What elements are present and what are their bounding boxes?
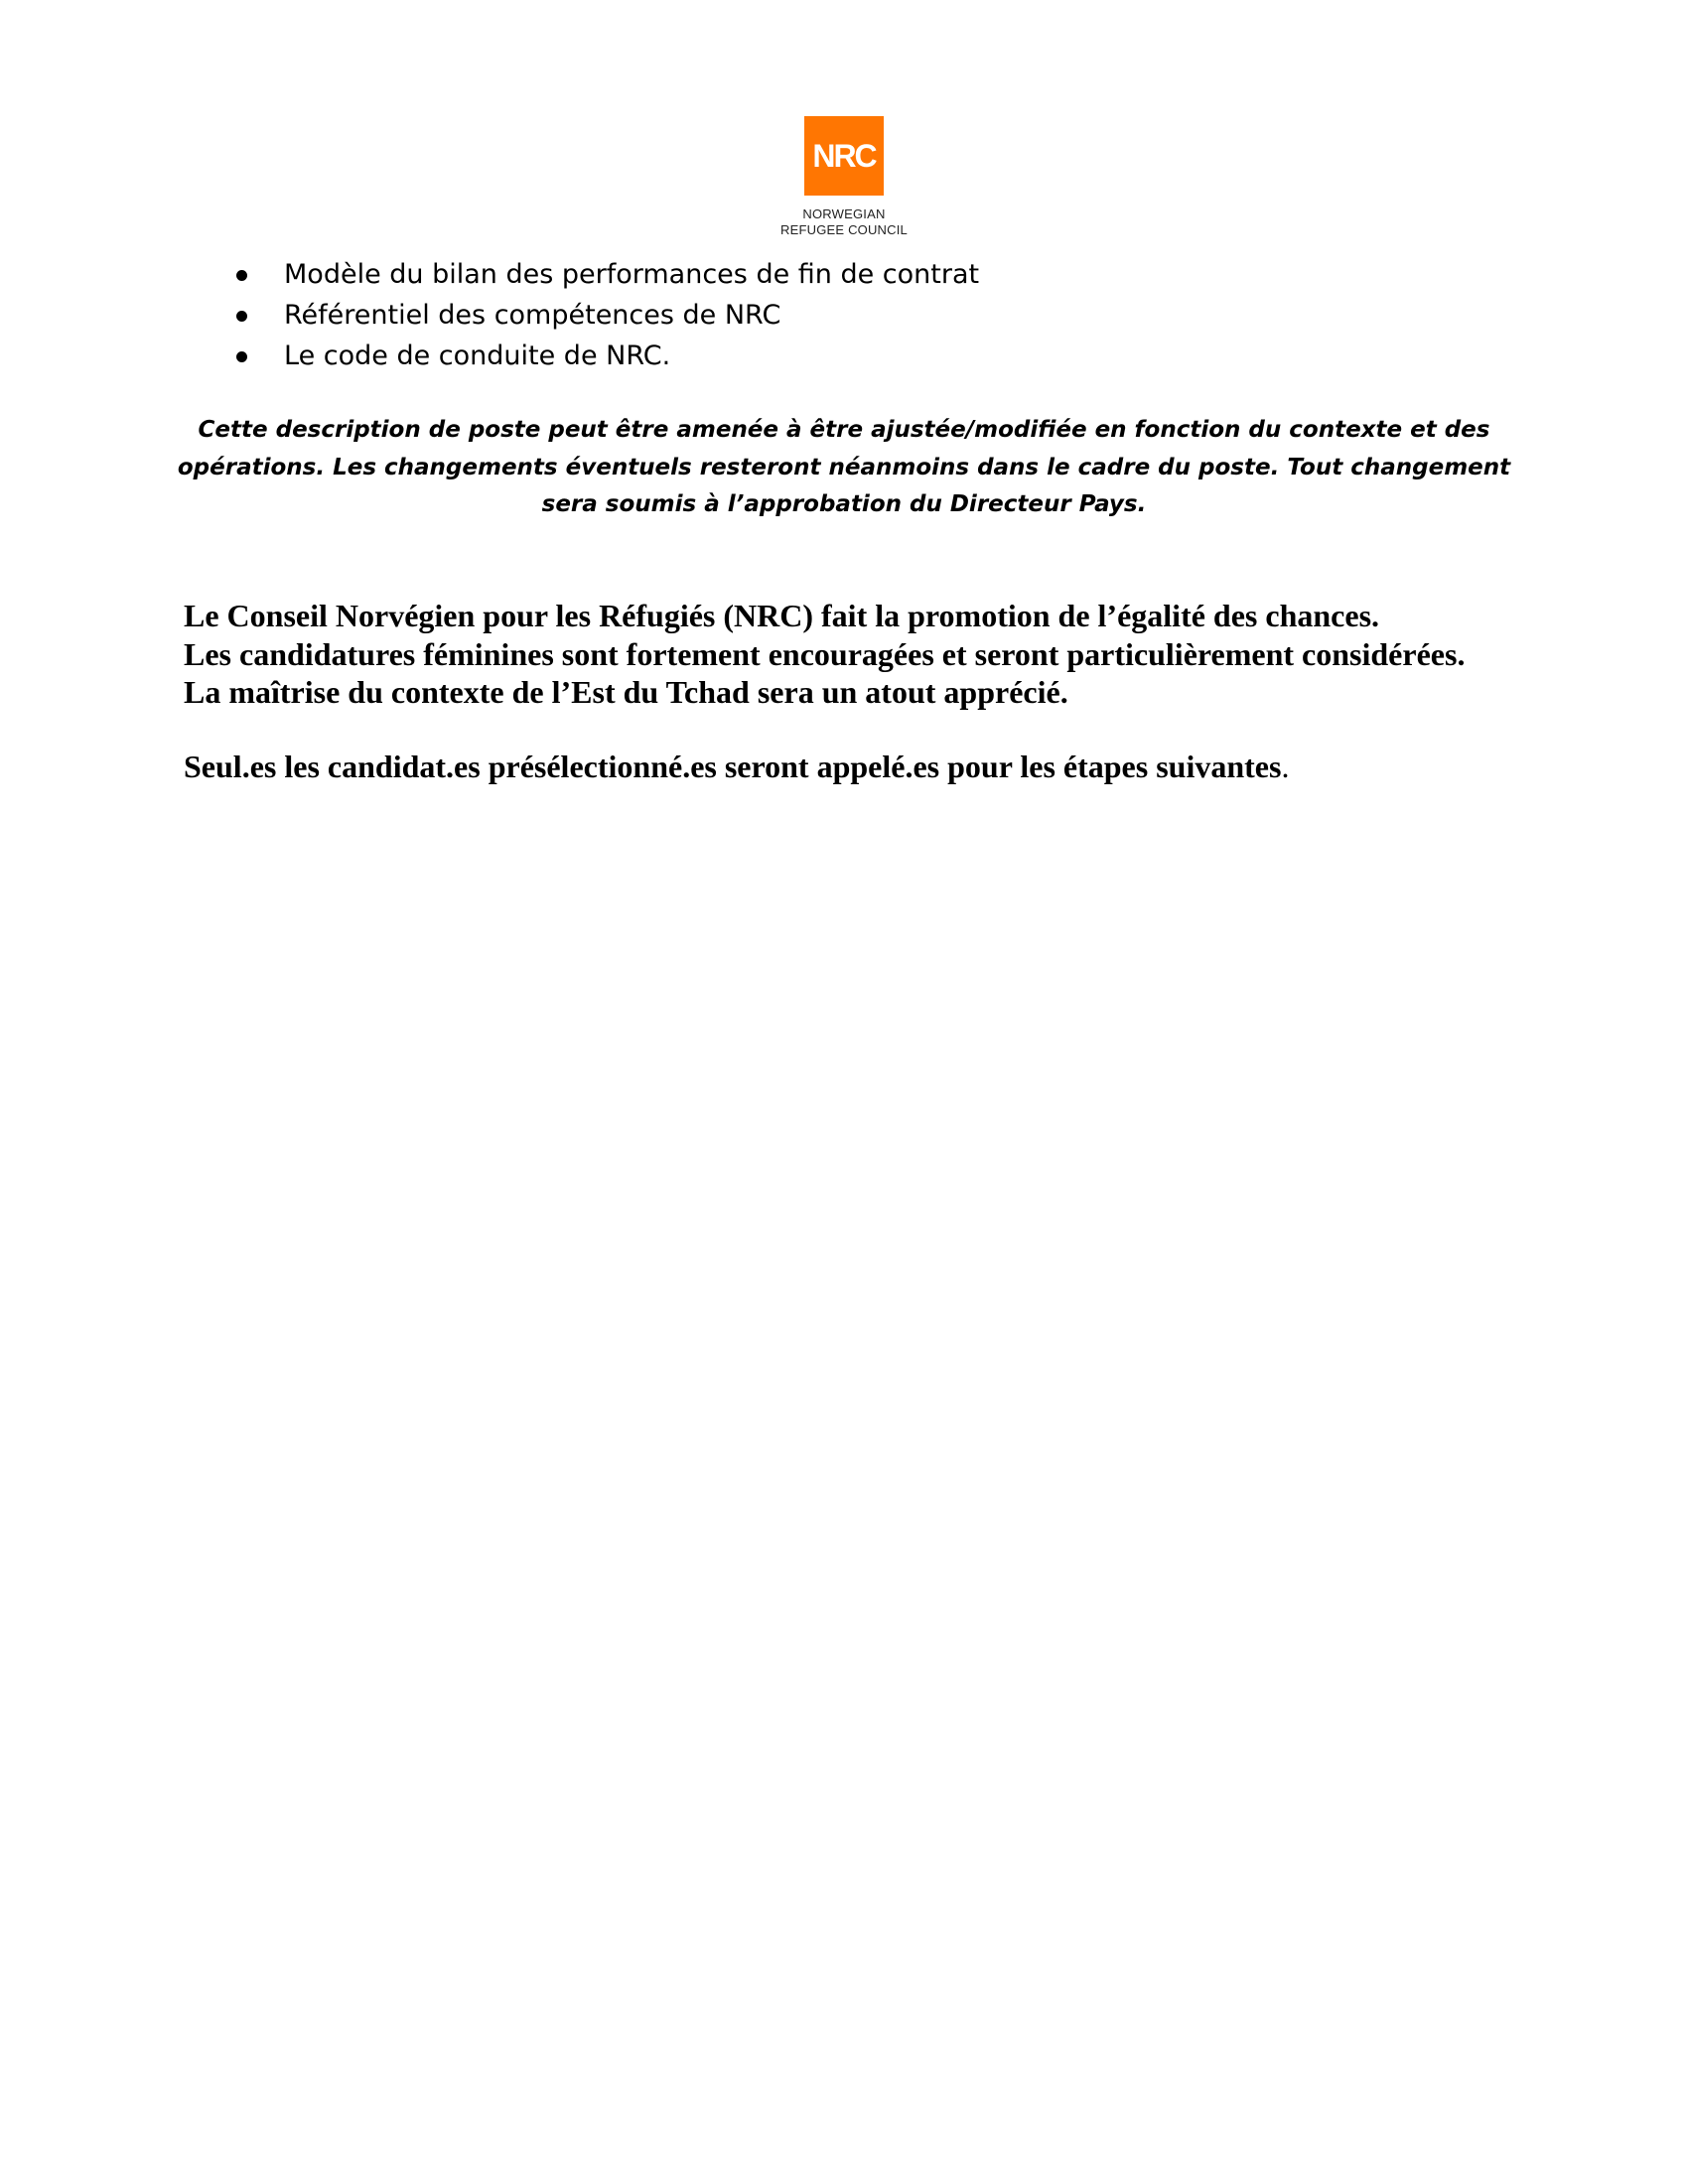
list-item-text: Le code de conduite de NRC. xyxy=(284,341,671,371)
statement-line-3: La maîtrise du contexte de l’Est du Tchad sera un atout apprécié. xyxy=(184,674,1068,710)
list-item xyxy=(234,254,979,295)
disclaimer-line-1: Cette description de poste peut être amenée à être ajustée/modifiée en fonction du contexte et des xyxy=(198,417,1490,443)
bullet-icon xyxy=(236,270,247,281)
shortlist-notice-period: . xyxy=(1281,749,1290,784)
job-description-disclaimer xyxy=(149,412,1539,524)
list-item xyxy=(234,295,979,336)
shortlist-notice xyxy=(184,748,1289,785)
bullet-icon xyxy=(236,311,247,322)
statement-line-2: Les candidatures féminines sont fortement encouragées et seront particulièrement considérées. xyxy=(184,635,1466,672)
statement-line-1: Le Conseil Norvégien pour les Réfugiés (NRC) fait la promotion de l’égalité des chances. xyxy=(184,598,1380,633)
nrc-logo-mark: NRC xyxy=(804,116,884,196)
nrc-logo-wordmark xyxy=(0,206,1688,238)
logo-line-2: REFUGEE COUNCIL xyxy=(780,222,908,237)
equal-opportunity-statement xyxy=(184,597,1574,712)
disclaimer-line-3: sera soumis à l’approbation du Directeur Pays. xyxy=(541,491,1147,517)
attachments-list xyxy=(234,254,979,376)
shortlist-notice-text: Seul.es les candidat.es présélectionné.es seront appelé.es pour les étapes suivantes xyxy=(184,749,1282,784)
disclaimer-line-2: opérations. Les changements éventuels resteront néanmoins dans le cadre du poste. Tout changement xyxy=(177,454,1511,480)
list-item-text: Modèle du bilan des performances de fin de contrat xyxy=(284,259,980,290)
list-item xyxy=(234,336,979,376)
list-item-text: Référentiel des compétences de NRC xyxy=(284,300,781,331)
bullet-icon xyxy=(236,351,247,362)
nrc-logo xyxy=(0,116,1688,238)
logo-line-1: NORWEGIAN xyxy=(802,206,886,221)
